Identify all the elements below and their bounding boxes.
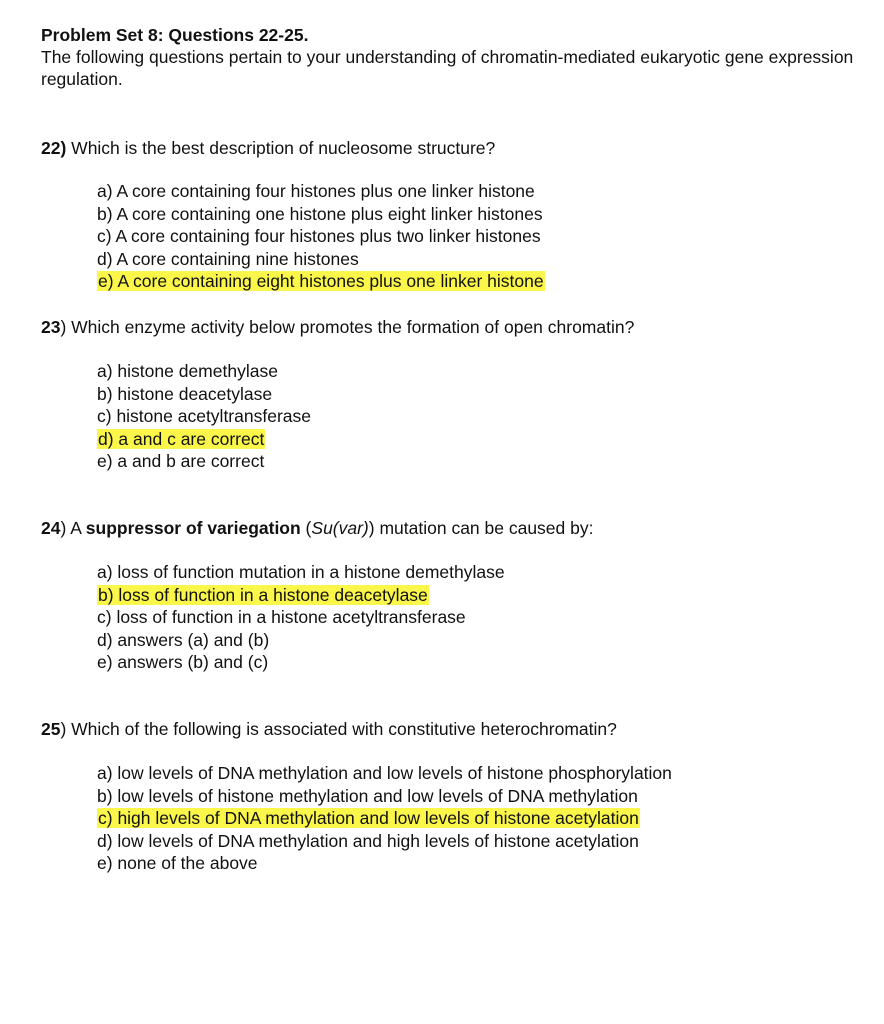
question-number: 23 <box>41 317 61 337</box>
option-d-highlighted[interactable]: d) a and c are correct <box>98 428 265 449</box>
option-e[interactable]: e) none of the above <box>97 853 258 873</box>
question-23 <box>41 316 634 473</box>
question-term: suppressor of variegation <box>85 518 301 538</box>
question-25-options <box>97 762 672 875</box>
option-d[interactable]: d) A core containing nine histones <box>97 248 359 269</box>
question-24 <box>41 517 593 674</box>
problem-set-page <box>41 24 861 873</box>
question-text: ) Which enzyme activity below promotes the formation of open chromatin? <box>60 317 635 337</box>
option-e[interactable]: e) answers (b) and (c) <box>97 652 269 672</box>
page-title: Problem Set 8: Questions 22-25. <box>41 25 309 45</box>
option-a[interactable]: a) loss of function mutation in a histone demethylase <box>97 562 505 582</box>
question-24-prompt <box>41 517 593 539</box>
option-b[interactable]: b) A core containing one histone plus eight linker histones <box>97 203 543 224</box>
question-text: Which is the best description of nucleosome structure? <box>71 138 496 158</box>
option-e-highlighted[interactable]: e) A core containing eight histones plus one linker histone <box>98 271 544 291</box>
question-number: 25 <box>41 719 61 739</box>
option-a[interactable]: a) A core containing four histones plus one linker histone <box>97 181 535 201</box>
question-text-post: ) mutation can be caused by: <box>368 518 594 538</box>
option-c[interactable]: c) histone acetyltransferase <box>97 406 311 426</box>
option-a[interactable]: a) histone demethylase <box>97 361 278 381</box>
option-b-highlighted[interactable]: b) loss of function in a histone deacetylase <box>98 584 428 605</box>
question-23-prompt <box>41 316 634 338</box>
option-d[interactable]: d) low levels of DNA methylation and high levels of histone acetylation <box>97 830 639 851</box>
question-number: 24 <box>41 518 61 538</box>
question-25-prompt <box>41 718 672 740</box>
question-abbrev: Su(var) <box>311 518 369 538</box>
question-number: 22) <box>41 138 67 158</box>
option-c[interactable]: c) A core containing four histones plus two linker histones <box>97 226 541 246</box>
option-b[interactable]: b) low levels of histone methylation and low levels of DNA methylation <box>97 785 638 806</box>
question-23-options <box>97 360 634 473</box>
question-text-pre: ) A <box>60 518 86 538</box>
option-c[interactable]: c) loss of function in a histone acetyltransferase <box>97 607 466 627</box>
question-22-options <box>97 180 545 293</box>
option-b[interactable]: b) histone deacetylase <box>97 383 273 404</box>
question-22 <box>41 137 545 293</box>
option-e[interactable]: e) a and b are correct <box>97 451 265 471</box>
intro-text: The following questions pertain to your understanding of chromatin-mediated eukaryotic gene expression regulation. <box>41 47 854 89</box>
question-25 <box>41 718 672 875</box>
question-22-prompt <box>41 137 545 159</box>
question-text-mid: ( <box>300 518 312 538</box>
question-text: ) Which of the following is associated with constitutive heterochromatin? <box>60 719 617 739</box>
option-c-highlighted[interactable]: c) high levels of DNA methylation and low levels of histone acetylation <box>98 808 639 828</box>
option-a[interactable]: a) low levels of DNA methylation and low levels of histone phosphorylation <box>97 763 672 783</box>
question-24-options <box>97 561 593 674</box>
option-d[interactable]: d) answers (a) and (b) <box>97 629 270 650</box>
